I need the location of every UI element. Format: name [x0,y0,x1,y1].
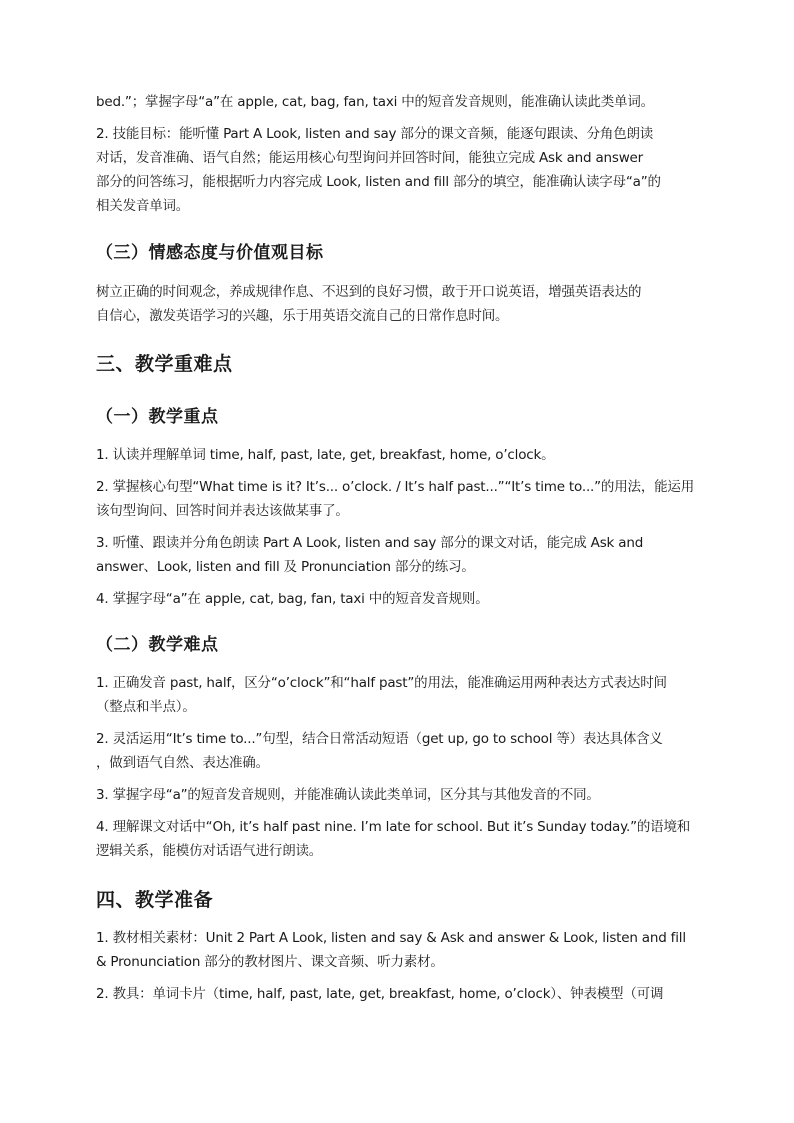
text-line: 该句型询问、回答时间并表达该做某事了。 [96,503,349,519]
heading-key-difficult-points: 三、教学重难点 [96,353,233,375]
heading-key-points: （一）教学重点 [96,407,219,427]
text-line: 对话，发音准确、语气自然；能运用核心句型询问并回答时间，能独立完成 Ask and answer [96,150,644,166]
paragraph-diff-1 [96,671,696,719]
paragraph-knowledge-tail [96,90,696,114]
text-line: & Pronunciation 部分的教材图片、课文音频、听力素材。 [96,954,444,970]
text-line: 1. 教材相关素材：Unit 2 Part A Look, listen and say & Ask and answer & Look, listen and fill [96,930,686,946]
text-line: 4. 理解课文对话中“Oh, it’s half past nine. I’m late for school. But it’s Sunday today.”的语境和 [96,819,691,835]
text-line: 1. 正确发音 past, half，区分“o’clock”和“half past”的用法，能准确运用两种表达方式表达时间 [96,675,667,691]
text-line: 逻辑关系，能模仿对话语气进行朗读。 [96,843,323,859]
text-line: 2. 灵活运用“It’s time to...”句型，结合日常活动短语（get up, go to school 等）表达具体含义 [96,731,663,747]
text-line: 2. 掌握核心句型“What time is it? It’s... o’clock. / It’s half past...”“It’s time to...”的用法，能运用 [96,479,695,495]
paragraph-diff-4 [96,815,696,863]
paragraph-diff-3 [96,783,696,807]
paragraph-skill-goal [96,122,696,218]
paragraph-diff-2 [96,727,696,775]
text-line: bed.”；掌握字母“a”在 apple, cat, bag, fan, taxi 中的短音发音规则，能准确认读此类单词。 [96,94,654,110]
text-line: 2. 教具：单词卡片（time, half, past, late, get, breakfast, home, o’clock）、钟表模型（可调 [96,986,664,1002]
paragraph-prep-2 [96,982,696,1006]
paragraph-emotion-goal [96,280,696,328]
paragraph-key-3 [96,531,696,579]
text-line: 树立正确的时间观念，养成规律作息、不迟到的良好习惯，敢于开口说英语，增强英语表达的 [96,284,642,300]
text-line: 3. 掌握字母“a”的短音发音规则，并能准确认读此类单词，区分其与其他发音的不同。 [96,787,600,803]
text-line: 3. 听懂、跟读并分角色朗读 Part A Look, listen and say 部分的课文对话，能完成 Ask and [96,535,644,551]
text-line: ，做到语气自然、表达准确。 [96,755,269,771]
paragraph-key-4 [96,587,696,611]
text-line: 1. 认读并理解单词 time, half, past, late, get, breakfast, home, o’clock。 [96,447,555,463]
text-line: 2. 技能目标：能听懂 Part A Look, listen and say 部分的课文音频，能逐句跟读、分角色朗读 [96,126,654,142]
text-line: answer、Look, listen and fill 及 Pronunciation 部分的练习。 [96,559,475,575]
text-line: （整点和半点）。 [96,699,196,715]
text-line: 自信心，激发英语学习的兴趣，乐于用英语交流自己的日常作息时间。 [96,308,509,324]
heading-difficult-points: （二）教学难点 [96,635,219,655]
paragraph-key-1 [96,443,696,467]
text-line: 相关发音单词。 [96,198,190,214]
text-line: 部分的问答练习，能根据听力内容完成 Look, listen and fill 部分的填空，能准确认读字母“a”的 [96,174,661,190]
paragraph-key-2 [96,475,696,523]
heading-emotion-goal: （三）情感态度与价值观目标 [96,243,324,263]
paragraph-prep-1 [96,926,696,974]
heading-teaching-preparation: 四、教学准备 [96,889,214,911]
text-line: 4. 掌握字母“a”在 apple, cat, bag, fan, taxi 中的短音发音规则。 [96,591,489,607]
